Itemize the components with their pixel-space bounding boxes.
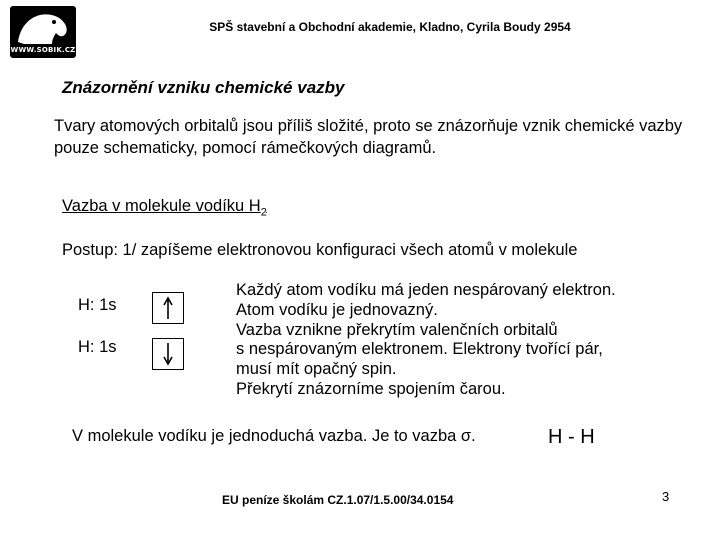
down-arrow-icon xyxy=(153,339,183,369)
description-line: Vazba vznikne překrytím valenčních orbitalů xyxy=(236,320,558,339)
atom-label-1: H: 1s xyxy=(78,296,117,314)
bond-heading-text: Vazba v molekule vodíku H xyxy=(62,197,261,215)
up-arrow-icon xyxy=(153,293,183,323)
description-line: Atom vodíku je jednovazný. xyxy=(236,300,438,319)
orbital-box-1 xyxy=(152,292,184,324)
page-number: 3 xyxy=(662,489,670,504)
description-line: Překrytí znázorníme spojením čarou. xyxy=(236,379,506,398)
summary-text: V molekule vodíku je jednoduchá vazba. Je to vazba σ. xyxy=(72,427,476,445)
description-block xyxy=(236,281,676,400)
slide-subtitle: Znázornění vzniku chemické vazby xyxy=(62,78,345,97)
atom-label-2: H: 1s xyxy=(78,338,117,356)
procedure-text: Postup: 1/ zapíšeme elektronovou konfiguraci všech atomů v molekule xyxy=(62,241,578,259)
bond-heading-subscript: 2 xyxy=(260,206,267,219)
orbital-box-2 xyxy=(152,338,184,370)
bond-heading xyxy=(62,197,267,218)
bond-formula: H - H xyxy=(548,426,595,448)
school-logo xyxy=(10,6,76,58)
header-title: SPŠ stavební a Obchodní akademie, Kladno, Cyrila Boudy 2954 xyxy=(209,20,571,34)
logo-text: WWW.SOBIK.CZ xyxy=(10,46,76,54)
intro-paragraph: Tvary atomových orbitalů jsou příliš složité, proto se znázorňuje vznik chemické vazby pouze schematicky, pomocí rámečkových diagramů. xyxy=(54,117,683,157)
description-line: Každý atom vodíku má jeden nespárovaný elektron. xyxy=(236,281,616,299)
description-line: musí mít opačný spin. xyxy=(236,360,397,379)
description-line: s nespárovaným elektronem. Elektrony tvořící pár, xyxy=(236,340,603,359)
footer-text: EU peníze školám CZ.1.07/1.5.00/34.0154 xyxy=(222,493,454,507)
